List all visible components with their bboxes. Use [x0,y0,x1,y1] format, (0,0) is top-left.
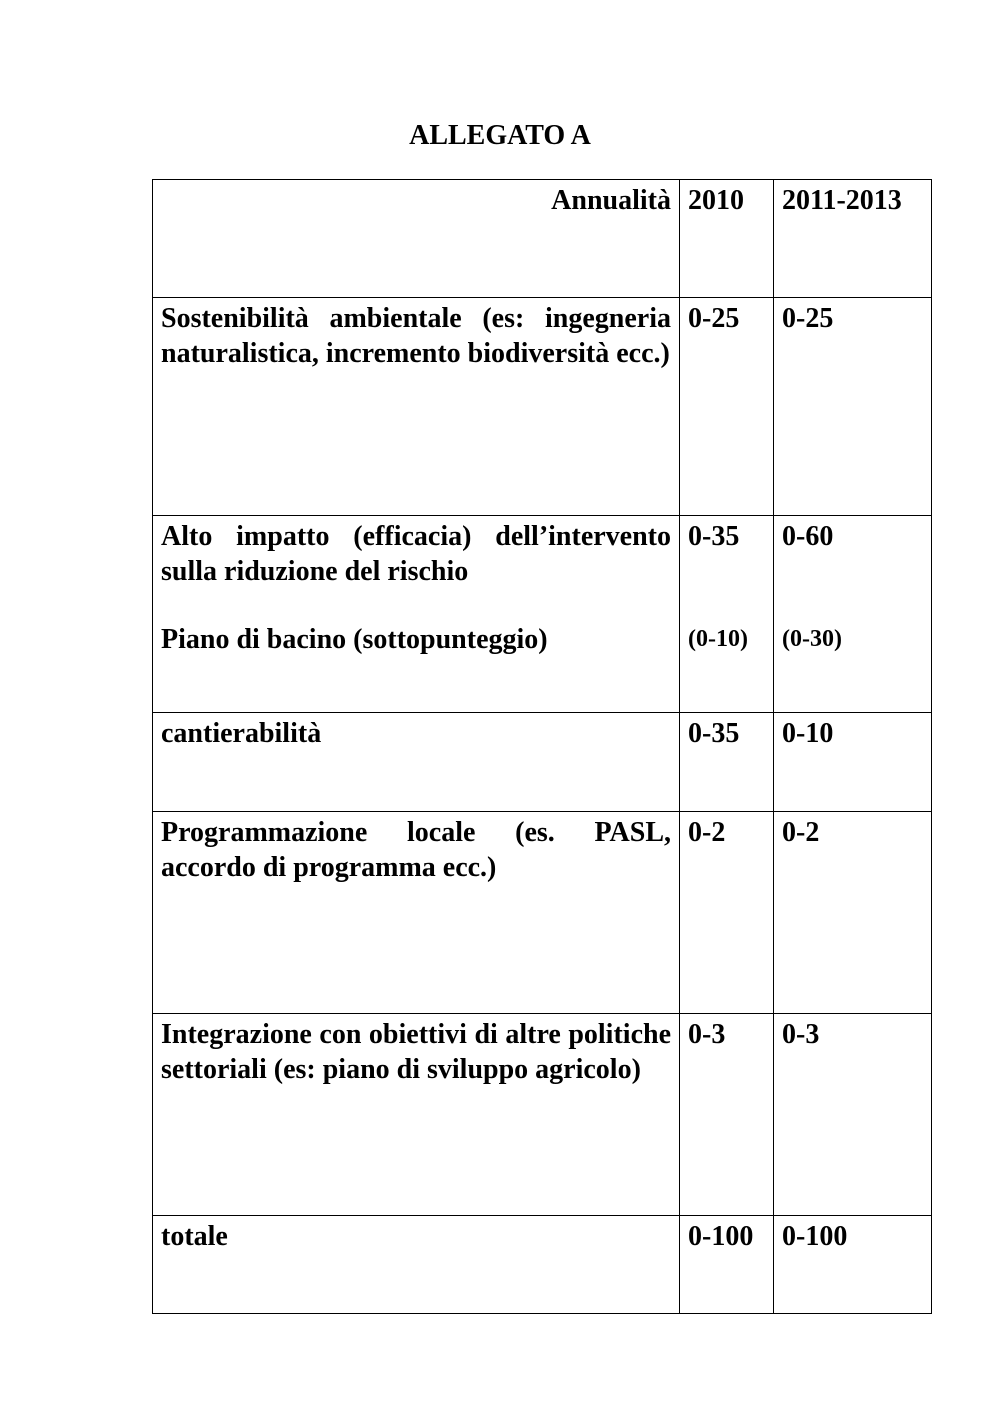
total-label-cell [153,1216,680,1314]
total-cell-2010 [680,1216,774,1314]
header-cell-2011-2013 [774,180,932,298]
score-cell-2011-2013 [774,1014,932,1216]
sub-criterion-label: Piano di bacino (sottopunteggio) [161,624,548,655]
table-header-row [153,180,932,298]
criterion-cell [153,713,680,812]
sub-score-2010: (0-10) [688,626,748,652]
criterion-cell [153,298,680,516]
score-2011-2013: 0-2 [782,817,820,848]
score-cell-2011-2013 [774,298,932,516]
total-label: totale [161,1221,228,1252]
score-2011-2013: 0-10 [782,718,834,749]
criterion-cell [153,812,680,1014]
table-row [153,1014,932,1216]
score-cell-2011-2013 [774,812,932,1014]
header-label-annualita: Annualità [551,185,671,216]
header-cell-annualita [153,180,680,298]
score-2010: 0-35 [688,521,740,552]
score-2010: 0-35 [688,718,740,749]
score-cell-2011-2013 [774,516,932,713]
scoring-table [152,179,932,1314]
score-cell-2011-2013 [774,713,932,812]
table-total-row [153,1216,932,1314]
score-2011-2013: 0-3 [782,1019,820,1050]
score-2010: 0-2 [688,817,726,848]
criterion-label: Alto impatto (efficacia) dell’intervento sulla riduzione del rischio [161,521,671,587]
criterion-label: Programmazione locale (es. PASL, accordo di programma ecc.) [161,817,671,883]
criterion-label: cantierabilità [161,718,322,749]
score-2011-2013: 0-60 [782,521,834,552]
total-2011-2013: 0-100 [782,1221,848,1252]
score-cell-2010 [680,1014,774,1216]
criterion-cell [153,1014,680,1216]
table-row [153,516,932,713]
criterion-label: Sostenibilità ambientale (es: ingegneria naturalistica, incremento biodiversità ecc.) [161,303,671,369]
score-2010: 0-3 [688,1019,726,1050]
total-2010: 0-100 [688,1221,754,1252]
criterion-label: Integrazione con obiettivi di altre politiche settoriali (es: piano di sviluppo agricolo) [161,1019,671,1085]
table-row [153,298,932,516]
score-2011-2013: 0-25 [782,303,834,334]
score-cell-2010 [680,516,774,713]
header-label-2011-2013: 2011-2013 [782,185,902,216]
score-2010: 0-25 [688,303,740,334]
header-label-2010: 2010 [688,185,744,216]
table-row [153,713,932,812]
criterion-cell [153,516,680,713]
total-cell-2011-2013 [774,1216,932,1314]
score-cell-2010 [680,298,774,516]
sub-score-2011-2013: (0-30) [782,626,842,652]
score-cell-2010 [680,713,774,812]
table-row [153,812,932,1014]
score-cell-2010 [680,812,774,1014]
document-title: ALLEGATO A [409,120,591,151]
header-cell-2010 [680,180,774,298]
